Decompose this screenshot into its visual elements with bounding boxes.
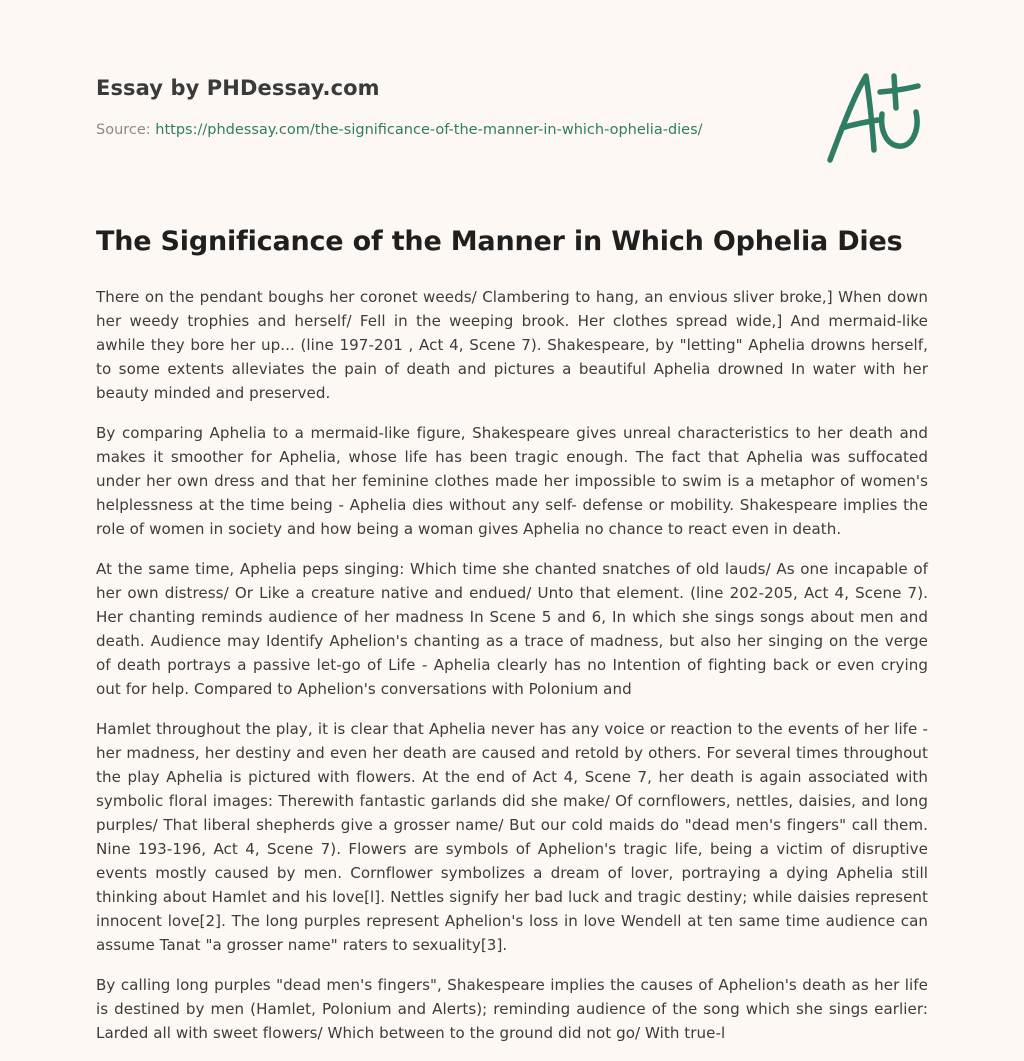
source-link[interactable]: https://phdessay.com/the-significance-of-the-manner-in-which-ophelia-dies/: [155, 122, 703, 138]
essay-paragraph: There on the pendant boughs her coronet weeds/ Clambering to hang, an envious sliver broke,] When down her weedy trophies and herself/ Fell in the weeping brook. Her clothes spread wide,] And mermaid-like awhile they bore her up... (line 197-201 , Act 4, Scene 7). Shakespeare, by "letting" Aphelia drowns herself, to some extents alleviates the pain of death and pictures a beautiful Aphelia drowned In water with her beauty minded and preserved.: [96, 288, 928, 402]
essay-paragraph: Hamlet throughout the play, it is clear that Aphelia never has any voice or reaction to the events of her life - her madness, her destiny and even her death are caused and retold by others. For several times throughout the play Aphelia is pictured with flowers. At the end of Act 4, Scene 7, her death is again associated with symbolic floral images: Therewith fantastic garlands did she make/ Of cornflowers, nettles, daisies, and long purples/ That liberal shepherds give a grosser name/ But our cold maids do "dead men's fingers" call them. Nine 193-196, Act 4, Scene 7). Flowers are symbols of Aphelion's tragic life, being a victim of disruptive events mostly caused by men. Cornflower symbolizes a dream of lover, portraying a dying Aphelia still thinking about Hamlet and his love[l]. Nettles signify her bad luck and tragic destiny; while daisies represent innocent love[2]. The long purples represent Aphelion's loss in love Wendell at ten same time audience can assume Tanat "a grosser name" raters to sexuality[3].: [96, 720, 928, 954]
essay-paragraph: At the same time, Aphelia peps singing: Which time she chanted snatches of old lauds/ As one incapable of her own distress/ Or Like a creature native and endued/ Unto that element. (line 202-205, Act 4, Scene 7). Her chanting reminds audience of her madness In Scene 5 and 6, In which she sings songs about men and death. Audience may Identify Aphelion's chanting as a trace of madness, but also her singing on the verge of death portrays a passive let-go of Life - Aphelia clearly has no Intention of fighting back or even crying out for help. Compared to Aphelion's conversations with Polonium and: [96, 560, 928, 698]
source-label: Source:: [96, 122, 156, 138]
essay-paragraph: By comparing Aphelia to a mermaid-like figure, Shakespeare gives unreal characteristics to her death and makes it smoother for Aphelia, whose life has been tragic enough. The fact that Aphelia was suffocated under her own dress and that her feminine clothes made her impossible to swim is a metaphor of women's helplessness at the time being - Aphelia dies without any self- defense or mobility. Shakespeare implies the role of women in society and how being a woman gives Aphelia no chance to react even in death.: [96, 424, 928, 538]
a-plus-grade-logo: [820, 64, 932, 168]
source-line: [96, 122, 796, 138]
essay-title: The Significance of the Manner in Which Ophelia Dies: [96, 226, 903, 257]
site-header: [96, 76, 796, 138]
site-title: Essay by PHDessay.com: [96, 76, 380, 100]
essay-paragraph: By calling long purples "dead men's fingers", Shakespeare implies the causes of Aphelion's death as her life is destined by men (Hamlet, Polonium and Alerts); reminding audience of the song which she sings earlier: Larded all with sweet flowers/ Which between to the ground did not go/ With true-l: [96, 976, 928, 1042]
essay-body: [96, 285, 928, 1061]
